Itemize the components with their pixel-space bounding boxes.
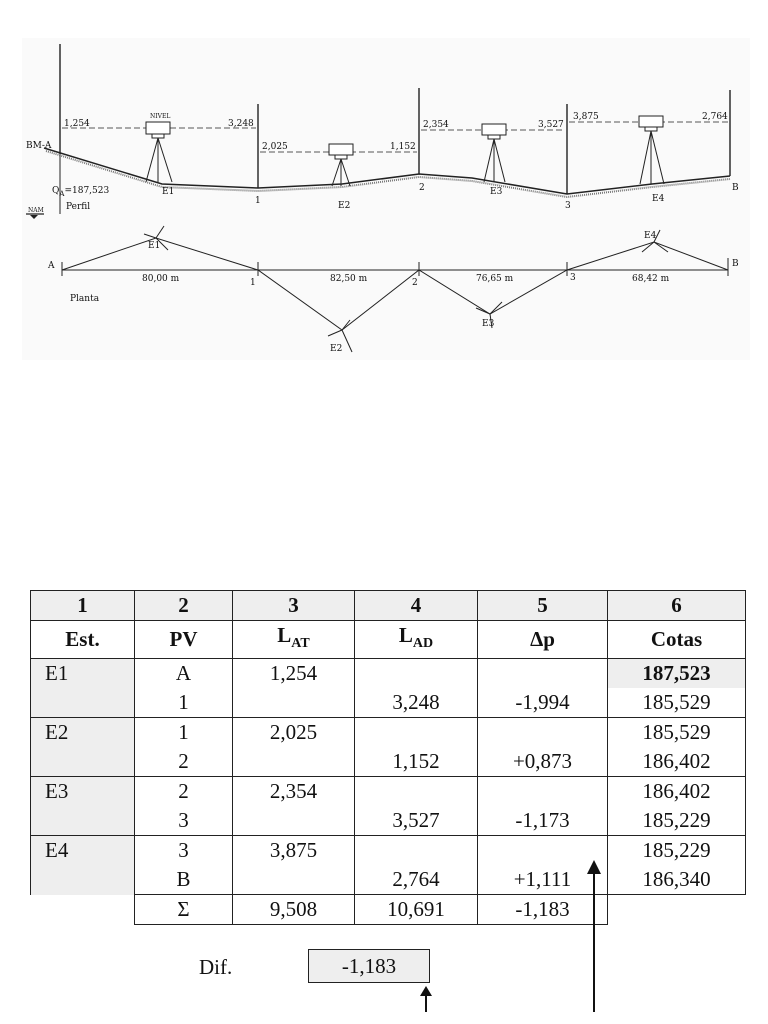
reading-2: 3,248	[228, 119, 254, 129]
level-instrument-E2	[329, 144, 353, 186]
nivel-label: NIVEL	[150, 113, 171, 120]
cota-cell: 186,402	[608, 777, 746, 807]
planta-label: Planta	[70, 294, 100, 304]
cota-cell: 187,523	[608, 659, 746, 689]
perfil-label: Perfil	[66, 202, 91, 212]
plan-station-E1: E1	[148, 241, 161, 251]
sum-row	[31, 895, 746, 925]
cota-cell: 186,402	[608, 747, 746, 777]
profile-station-E1: E1	[162, 187, 175, 197]
lad-cell	[355, 659, 478, 689]
leveling-diagram	[22, 38, 750, 360]
cota-cell: 185,229	[608, 836, 746, 866]
cota-cell: 185,529	[608, 718, 746, 748]
arrow-up-icon	[420, 986, 432, 996]
table-row	[31, 806, 746, 836]
lad-cell	[355, 836, 478, 866]
plan-point-1: 1	[250, 278, 256, 288]
nam-marker-icon	[30, 215, 38, 219]
lad-cell	[355, 718, 478, 748]
dp-cell	[478, 777, 608, 807]
cota-cell: 186,340	[608, 865, 746, 895]
distance-2-3: 76,65 m	[476, 274, 514, 284]
col-number-2: 2	[135, 591, 233, 621]
nam-label: NAM	[28, 207, 44, 214]
leveling-figure	[22, 38, 750, 360]
dp-cell: -1,173	[478, 806, 608, 836]
cota-cell: 185,229	[608, 806, 746, 836]
table-row	[31, 659, 746, 689]
est-cell: E3	[31, 777, 135, 836]
table-row	[31, 836, 746, 866]
table-row	[31, 777, 746, 807]
lad-cell: 3,248	[355, 688, 478, 718]
leveling-table	[30, 590, 746, 925]
lat-cell: 2,025	[233, 718, 355, 748]
lat-cell	[233, 747, 355, 777]
reading-7: 3,875	[573, 112, 599, 122]
lat-cell	[233, 865, 355, 895]
profile-point-B: B	[732, 183, 739, 193]
plan-point-B: B	[732, 259, 739, 269]
header-pv: PV	[135, 621, 233, 659]
qa-label: $Q_A=187,523$	[52, 186, 110, 198]
plan-traverse	[62, 238, 728, 330]
lat-cell	[233, 688, 355, 718]
table-row	[31, 747, 746, 777]
table-row	[31, 865, 746, 895]
pv-cell: A	[135, 659, 233, 689]
header-est: Est.	[31, 621, 135, 659]
pv-cell: 2	[135, 777, 233, 807]
pv-cell: 3	[135, 836, 233, 866]
profile-station-E4: E4	[652, 194, 665, 204]
reading-8: 2,764	[702, 112, 728, 122]
est-cell: E4	[31, 836, 135, 895]
cota-cell: 185,529	[608, 688, 746, 718]
distance-1-2: 82,50 m	[330, 274, 368, 284]
plan-point-3: 3	[570, 273, 576, 283]
pv-cell: 3	[135, 806, 233, 836]
profile-station-E2: E2	[338, 201, 351, 211]
lad-cell	[355, 777, 478, 807]
pv-cell: B	[135, 865, 233, 895]
sum-lad: 10,691	[355, 895, 478, 925]
col-number-5: 5	[478, 591, 608, 621]
level-instrument-E3	[482, 124, 506, 182]
dif-value: -1,183	[308, 949, 430, 983]
plan-station-E4: E4	[644, 231, 657, 241]
header-row	[31, 621, 746, 659]
dp-cell	[478, 659, 608, 689]
profile-point-3: 3	[565, 201, 571, 211]
dp-cell: -1,994	[478, 688, 608, 718]
profile-station-E3: E3	[490, 187, 503, 197]
sum-symbol: Σ	[135, 895, 233, 925]
level-instrument-E1	[146, 122, 172, 182]
distance-A-1: 80,00 m	[142, 274, 180, 284]
lat-cell	[233, 806, 355, 836]
bm-label: BM-A	[26, 141, 52, 151]
profile-point-2: 2	[419, 183, 425, 193]
reading-6: 3,527	[538, 120, 564, 130]
est-cell: E2	[31, 718, 135, 777]
plan-point-A: A	[48, 261, 55, 271]
dp-cell	[478, 718, 608, 748]
reading-5: 2,354	[423, 120, 449, 130]
table-row	[31, 718, 746, 748]
header-cotas: Cotas	[608, 621, 746, 659]
plan-point-2: 2	[412, 278, 418, 288]
sum-lat: 9,508	[233, 895, 355, 925]
reading-3: 2,025	[262, 142, 288, 152]
header-lad: $L_{AD}$	[355, 621, 478, 659]
pv-cell: 2	[135, 747, 233, 777]
est-cell: E1	[31, 659, 135, 718]
distance-3-B: 68,42 m	[632, 274, 670, 284]
col-number-3: 3	[233, 591, 355, 621]
header-dp: Δp	[478, 621, 608, 659]
dp-cell: +1,111	[478, 865, 608, 895]
dif-label: Dif.	[199, 955, 233, 979]
dp-cell	[478, 836, 608, 866]
sum-dp: -1,183	[478, 895, 608, 925]
table-row	[31, 688, 746, 718]
lad-cell: 3,527	[355, 806, 478, 836]
reading-1: 1,254	[64, 119, 90, 129]
lat-cell: 3,875	[233, 836, 355, 866]
lat-cell: 2,354	[233, 777, 355, 807]
ground-profile-line	[44, 148, 730, 194]
col-number-4: 4	[355, 591, 478, 621]
column-number-row	[31, 591, 746, 621]
pv-cell: 1	[135, 718, 233, 748]
lad-cell: 1,152	[355, 747, 478, 777]
header-lat: $L_{AT}$	[233, 621, 355, 659]
leveling-table-wrapper	[30, 590, 746, 925]
col-number-1: 1	[31, 591, 135, 621]
pv-cell: 1	[135, 688, 233, 718]
dp-cell: +0,873	[478, 747, 608, 777]
lat-cell: 1,254	[233, 659, 355, 689]
level-instrument-E4	[639, 116, 664, 184]
reading-4: 1,152	[390, 142, 416, 152]
plan-station-E3: E3	[482, 319, 495, 329]
plan-station-E2: E2	[330, 344, 343, 354]
lad-cell: 2,764	[355, 865, 478, 895]
col-number-6: 6	[608, 591, 746, 621]
profile-point-1: 1	[255, 196, 261, 206]
